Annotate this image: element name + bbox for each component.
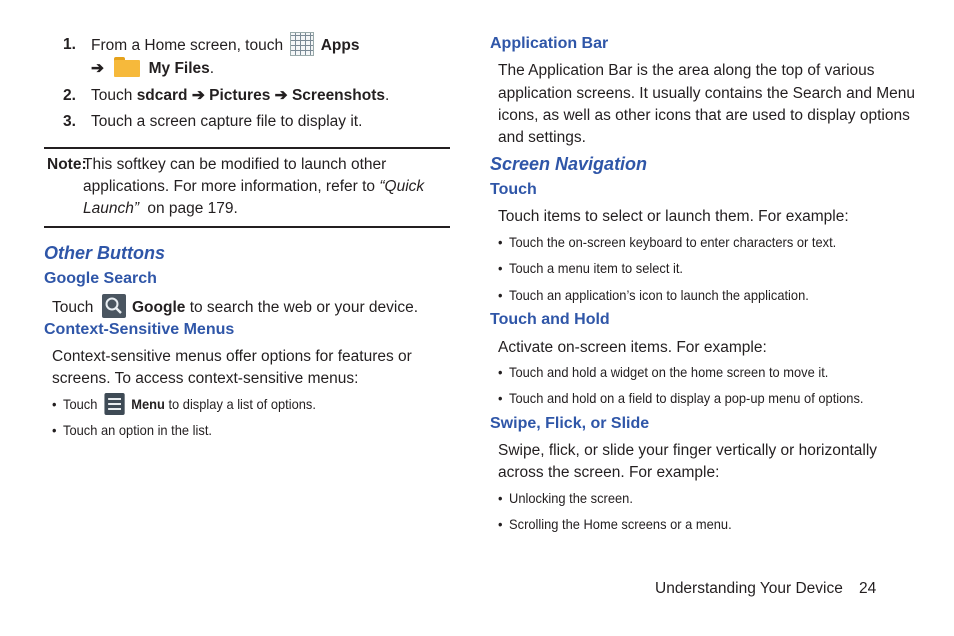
step-number: 3. <box>63 113 76 130</box>
bullet-text: Touch an option in the list. <box>63 422 212 438</box>
bullet-dot: • <box>52 422 57 438</box>
touch-word: Touch <box>63 396 98 412</box>
google-search-text <box>52 296 418 320</box>
step-1-line2 <box>91 58 214 80</box>
bullet-text: Touch and hold a widget on the home screen to move it. <box>509 364 829 380</box>
bullet-dot: • <box>498 516 503 532</box>
arrow: ➔ <box>191 87 205 104</box>
touch-word: Touch <box>52 299 94 317</box>
pictures-label: Pictures <box>209 87 271 104</box>
swipe-line-1: Swipe, flick, or slide your finger vertically or horizontally <box>498 442 878 459</box>
arrow: ➔ <box>91 60 104 77</box>
section-heading-other-buttons: Other Buttons <box>44 243 165 263</box>
bullet-dot: • <box>498 287 503 303</box>
note-label: Note: <box>47 156 87 173</box>
app-bar-line: icons, as well as other icons that are used to display options <box>498 107 910 124</box>
period: . <box>209 60 215 77</box>
bullet-dot: • <box>498 234 503 250</box>
subheading-context-menus: Context-Sensitive Menus <box>44 321 235 338</box>
step-1-intro: From a Home screen, touch <box>91 37 284 55</box>
touch-word: Touch <box>91 87 133 104</box>
subheading-google-search: Google Search <box>44 270 157 287</box>
menu-label: Menu <box>131 396 165 412</box>
bullet-text: Touch and hold on a field to display a pop-up menu of options. <box>509 390 864 406</box>
step-2-text <box>91 85 389 107</box>
bullet-dot: • <box>498 390 503 406</box>
menu-icon <box>105 393 125 415</box>
note-reference: “Quick <box>379 178 425 195</box>
note-top-rule <box>44 147 450 149</box>
bullet-dot: • <box>498 260 503 276</box>
note-line-1: This softkey can be modified to launch other <box>83 156 387 173</box>
bullet-rest: to display a list of options. <box>168 396 316 412</box>
subheading-swipe: Swipe, Flick, or Slide <box>490 415 650 432</box>
note-line-2-text: applications. For more information, refer to <box>83 178 376 195</box>
note-line-3 <box>83 198 238 220</box>
sdcard-label: sdcard <box>136 87 188 104</box>
note-line-2 <box>83 176 424 198</box>
note-bottom-rule <box>44 226 450 228</box>
arrow: ➔ <box>274 87 288 104</box>
bullet-text: Touch the on-screen keyboard to enter characters or text. <box>509 234 837 250</box>
bullet-text: Touch a menu item to select it. <box>509 260 684 276</box>
period: . <box>385 87 390 104</box>
bullet-item <box>498 232 836 252</box>
section-heading-screen-navigation: Screen Navigation <box>490 154 648 174</box>
apps-label: Apps <box>320 37 360 55</box>
app-bar-line: The Application Bar is the area along the top of various <box>498 62 875 79</box>
bullet-text: Touch an application’s icon to launch the application. <box>509 287 809 303</box>
page-number: 24 <box>859 580 877 597</box>
bullet-item <box>498 362 828 382</box>
bullet-dot: • <box>52 396 57 412</box>
subheading-application-bar: Application Bar <box>490 35 609 52</box>
bullet-item <box>498 514 732 534</box>
context-menus-line-2: screens. To access context-sensitive menus: <box>52 370 359 387</box>
step-1-text <box>91 34 359 58</box>
folder-icon <box>114 57 140 77</box>
swipe-line-2: across the screen. For example: <box>498 464 720 481</box>
footer-section-title: Understanding Your Device <box>655 580 843 597</box>
screenshots-label: Screenshots <box>291 87 385 104</box>
bullet-text: Unlocking the screen. <box>509 490 633 506</box>
search-icon <box>102 294 126 318</box>
subheading-touch: Touch <box>490 181 537 198</box>
bullet-item <box>498 258 683 278</box>
my-files-label: My Files <box>148 60 210 77</box>
step-3-text: Touch a screen capture file to display it. <box>91 113 363 130</box>
google-search-rest: to search the web or your device. <box>189 299 419 317</box>
app-bar-line: and settings. <box>498 129 586 146</box>
step-number: 1. <box>63 36 76 53</box>
note-reference: Launch” <box>83 200 140 217</box>
bullet-item <box>498 488 633 508</box>
bullet-item <box>52 420 212 440</box>
bullet-dot: • <box>498 364 503 380</box>
bullet-dot: • <box>498 490 503 506</box>
app-bar-line: application screens. It usually contains the Search and Menu <box>498 85 916 102</box>
bullet-text: Scrolling the Home screens or a menu. <box>509 516 732 532</box>
google-label: Google <box>132 299 186 317</box>
touch-intro: Touch items to select or launch them. For example: <box>498 208 849 225</box>
subheading-touch-and-hold: Touch and Hold <box>490 311 610 328</box>
step-number: 2. <box>63 87 76 104</box>
note-page-ref: on page 179. <box>147 200 238 217</box>
bullet-item <box>52 394 316 416</box>
touch-hold-intro: Activate on-screen items. For example: <box>498 339 767 356</box>
apps-grid-icon <box>290 32 314 56</box>
bullet-item <box>498 388 863 408</box>
bullet-item <box>498 285 809 305</box>
context-menus-line-1: Context-sensitive menus offer options for features or <box>52 348 412 365</box>
